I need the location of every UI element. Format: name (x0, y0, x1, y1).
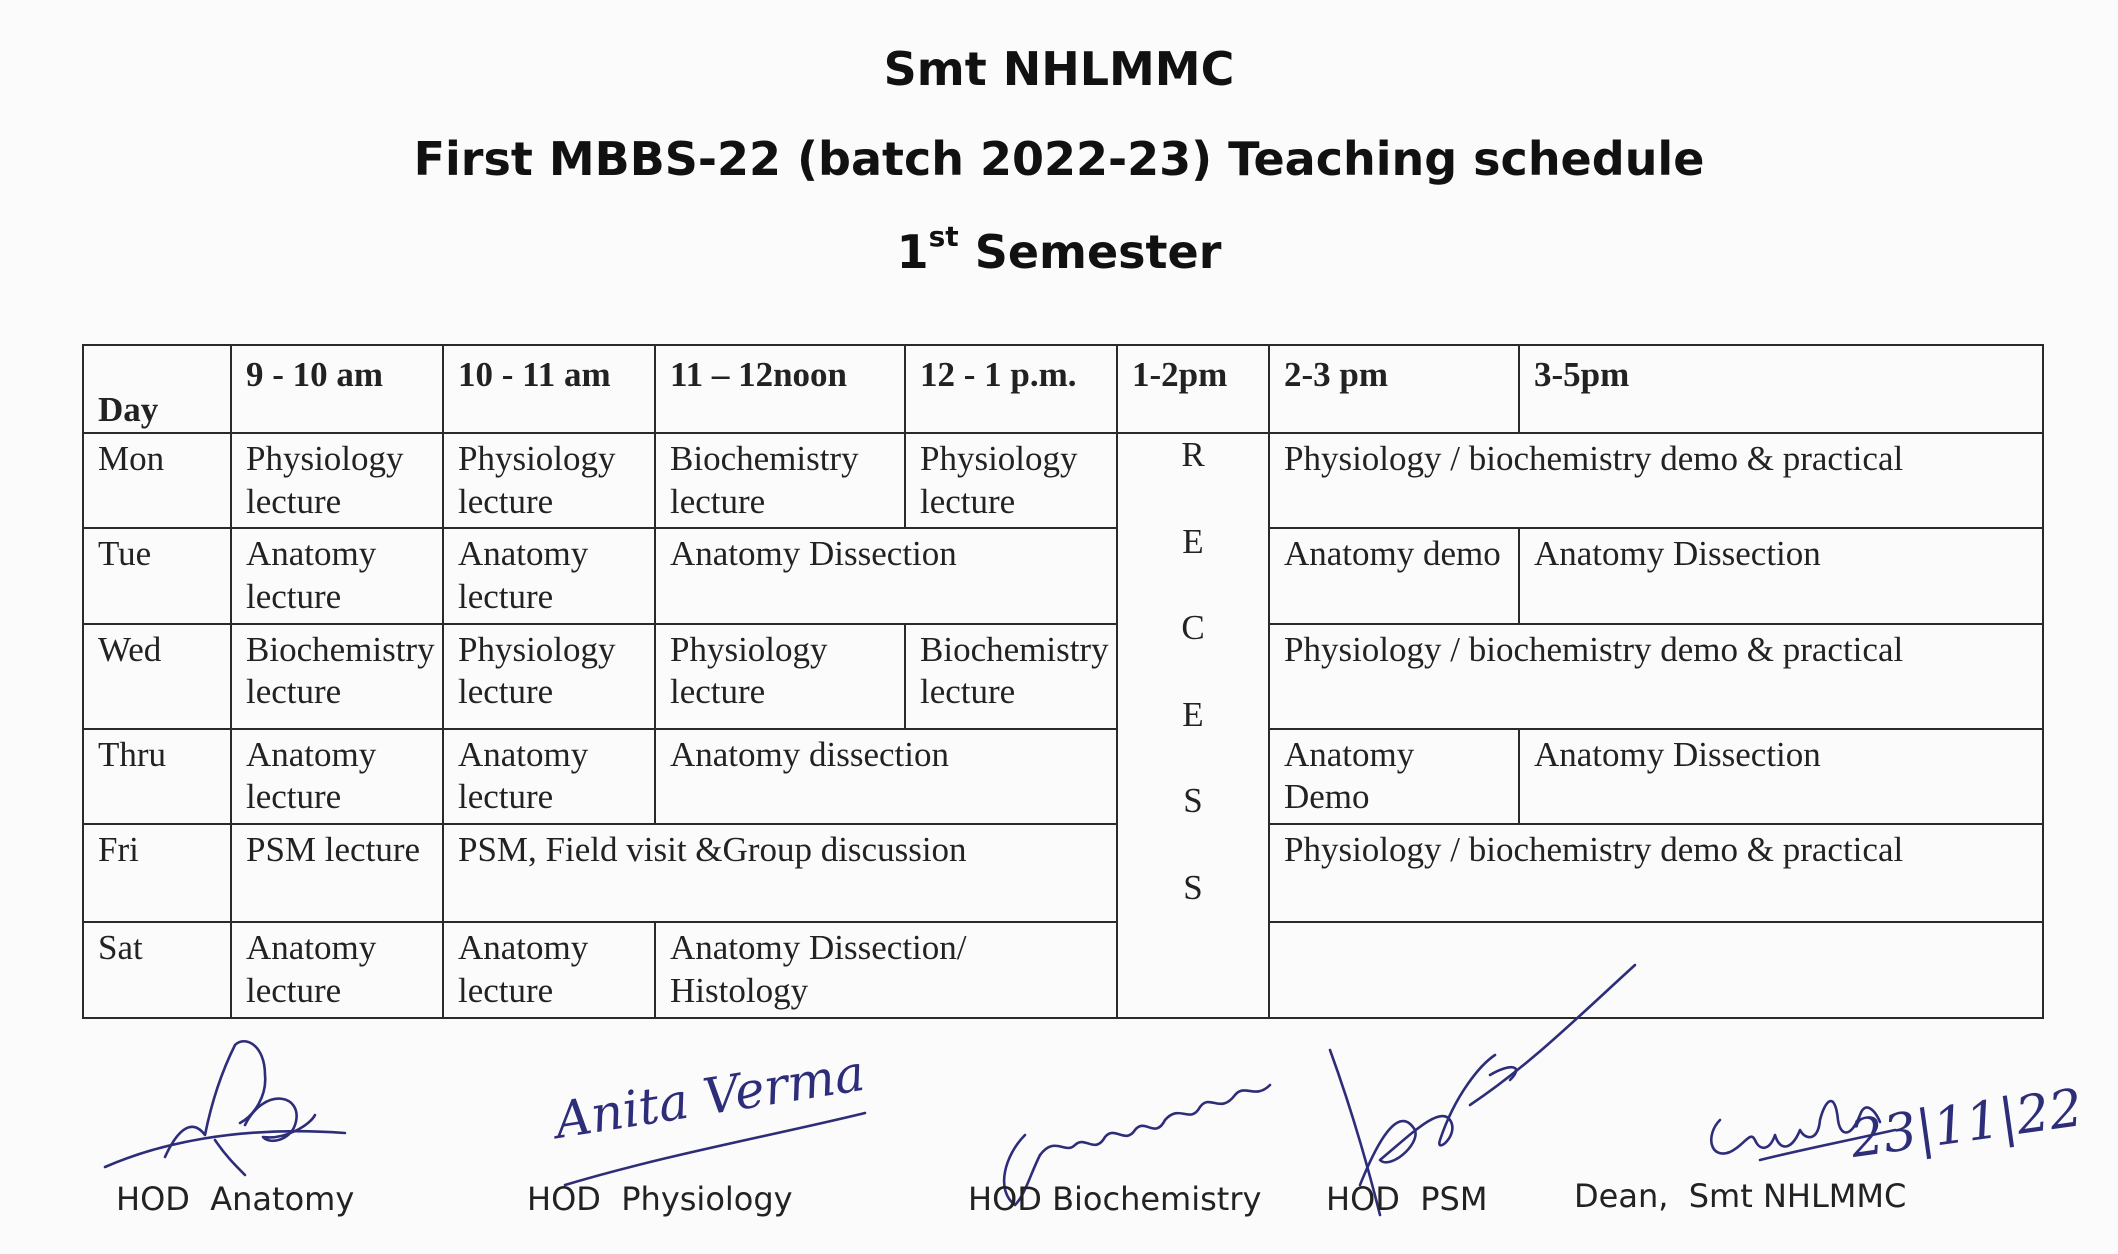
header-slot-3-5: 3-5pm (1519, 345, 2043, 433)
institution-heading: Smt NHLMMC (883, 42, 1235, 96)
recess-letter: S (1183, 781, 1203, 820)
cell-wed-10-11: Physiology lecture (443, 624, 655, 729)
recess-letter: E (1182, 521, 1204, 561)
cell-wed-9-10: Biochemistry lecture (231, 624, 443, 729)
signature-label-psm: HOD PSM (1326, 1180, 1488, 1218)
cell-sat-11-1: Anatomy Dissection/ Histology (655, 922, 1117, 1017)
row-fri (83, 824, 2043, 922)
header-row (83, 345, 2043, 433)
day-cell: Wed (83, 624, 231, 729)
recess-letter: R (1181, 435, 1205, 474)
cell-thu-3-5: Anatomy Dissection (1519, 729, 2043, 824)
cell-thu-2-3: Anatomy Demo (1269, 729, 1519, 824)
recess-letter: E (1182, 694, 1204, 734)
cell-mon-10-11: Physiology lecture (443, 433, 655, 528)
header-slot-10-11: 10 - 11 am (443, 345, 655, 433)
cell-wed-afternoon: Physiology / biochemistry demo & practical (1269, 624, 2043, 729)
cell-mon-12-1: Physiology lecture (905, 433, 1117, 528)
cell-thu-11-1: Anatomy dissection (655, 729, 1117, 824)
cell-sat-9-10: Anatomy lecture (231, 922, 443, 1017)
recess-letter: C (1181, 608, 1205, 647)
cell-wed-11-12: Physiology lecture (655, 624, 905, 729)
cell-tue-11-1: Anatomy Dissection (655, 528, 1117, 623)
day-cell: Tue (83, 528, 231, 623)
cell-tue-9-10: Anatomy lecture (231, 528, 443, 623)
schedule-title: First MBBS-22 (batch 2022-23) Teaching schedule (413, 132, 1705, 186)
cell-mon-11-12: Biochemistry lecture (655, 433, 905, 528)
signature-date-dean: 23|11|22 (1846, 1078, 2087, 1170)
signature-label-biochemistry: HOD Biochemistry (968, 1180, 1262, 1218)
day-cell: Thru (83, 729, 231, 824)
header-slot-1-2: 1-2pm (1117, 345, 1269, 433)
row-wed (83, 624, 2043, 729)
semester-word: Semester (974, 225, 1222, 279)
cell-mon-9-10: Physiology lecture (231, 433, 443, 528)
signature-label-dean: Dean, Smt NHLMMC (1574, 1177, 1907, 1215)
row-mon (83, 433, 2043, 528)
cell-sat-10-11: Anatomy lecture (443, 922, 655, 1017)
signature-anatomy (95, 1025, 375, 1185)
cell-fri-10-1: PSM, Field visit &Group discussion (443, 824, 1117, 922)
cell-thu-10-11: Anatomy lecture (443, 729, 655, 824)
header-slot-12-1: 12 - 1 p.m. (905, 345, 1117, 433)
day-cell: Fri (83, 824, 231, 922)
recess-cell (1117, 433, 1269, 1018)
teaching-schedule-table (82, 344, 2044, 1019)
header-slot-2-3: 2-3 pm (1269, 345, 1519, 433)
signature-label-physiology: HOD Physiology (527, 1180, 793, 1218)
cell-tue-10-11: Anatomy lecture (443, 528, 655, 623)
day-cell: Sat (83, 922, 231, 1017)
signature-label-anatomy: HOD Anatomy (116, 1180, 355, 1218)
cell-tue-3-5: Anatomy Dissection (1519, 528, 2043, 623)
semester-heading (0, 219, 2118, 279)
recess-letter: S (1183, 867, 1203, 907)
cell-thu-9-10: Anatomy lecture (231, 729, 443, 824)
cell-wed-12-1: Biochemistry lecture (905, 624, 1117, 729)
cell-fri-9-10: PSM lecture (231, 824, 443, 922)
cell-fri-afternoon: Physiology / biochemistry demo & practical (1269, 824, 2043, 922)
header-day: Day (83, 345, 231, 433)
semester-number: 1 (896, 225, 929, 279)
cell-mon-afternoon: Physiology / biochemistry demo & practical (1269, 433, 2043, 528)
header-slot-9-10: 9 - 10 am (231, 345, 443, 433)
semester-suffix: st (928, 219, 959, 253)
header-slot-11-12: 11 – 12noon (655, 345, 905, 433)
day-cell: Mon (83, 433, 231, 528)
cell-tue-2-3: Anatomy demo (1269, 528, 1519, 623)
row-thu (83, 729, 2043, 824)
row-sat (83, 922, 2043, 1017)
row-tue (83, 528, 2043, 623)
signature-handwriting-physiology: Anita Verma (550, 1043, 869, 1150)
